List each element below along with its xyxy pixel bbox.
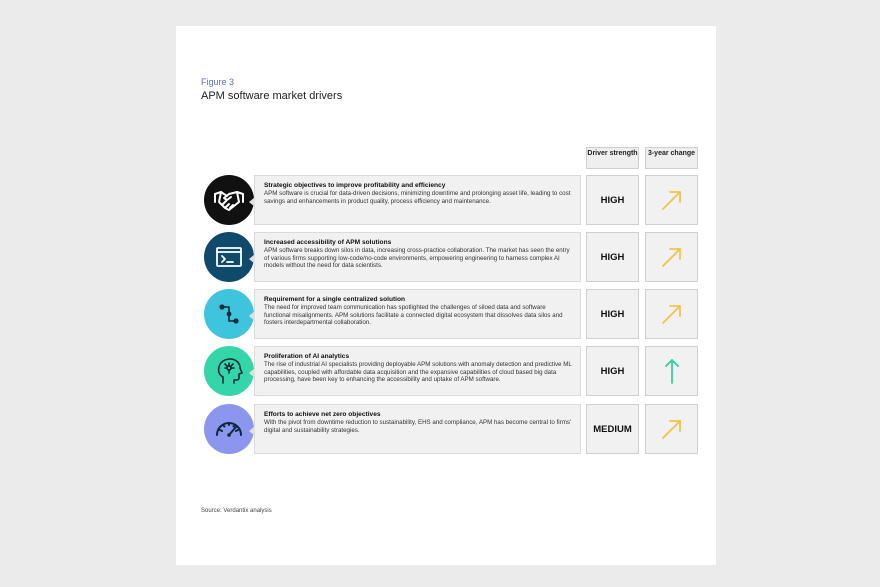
pointer-triangle	[249, 368, 255, 378]
pointer-triangle	[249, 197, 255, 207]
column-header-change: 3-year change	[645, 147, 698, 169]
pointer-triangle	[249, 311, 255, 321]
driver-text-box	[254, 175, 581, 225]
driver-description: APM software breaks down silos in data, increasing cross-practice collaboration. The market has seen the entry of various firms supporting low-code/no-code environments, empowering engineering to harness complex AI models without the need for data scientists.	[264, 247, 570, 270]
driver-title: Requirement for a single centralized solution	[264, 296, 406, 303]
driver-strength: HIGH	[586, 289, 639, 339]
driver-text-box	[254, 289, 581, 339]
figure-page	[176, 26, 716, 565]
driver-row	[204, 232, 700, 282]
driver-strength: HIGH	[586, 175, 639, 225]
driver-title: Increased accessibility of APM solutions	[264, 239, 392, 246]
driver-description: The rise of industrial AI specialists providing deployable APM solutions with anomaly detection and predictive ML capabilities, coupled with affordable data acquisition and the expansive capabilities of cloud based big data processing, have been key to enhancing the accessibility and uptake of APM software.	[264, 361, 572, 384]
column-header-strength: Driver strength	[586, 147, 639, 169]
gauge-icon	[204, 404, 254, 454]
driver-title: Proliferation of AI analytics	[264, 353, 350, 360]
driver-strength: HIGH	[586, 232, 639, 282]
driver-row	[204, 404, 700, 454]
source-note: Source: Verdantix analysis	[201, 508, 272, 514]
pointer-triangle	[249, 426, 255, 436]
driver-text-box	[254, 232, 581, 282]
arrow-up-icon	[645, 346, 698, 396]
driver-strength: MEDIUM	[586, 404, 639, 454]
arrow-up-right-icon	[645, 404, 698, 454]
driver-row	[204, 346, 700, 396]
ai-head-icon	[204, 346, 254, 396]
driver-text-box	[254, 404, 581, 454]
terminal-icon	[204, 232, 254, 282]
workflow-icon	[204, 289, 254, 339]
driver-row	[204, 175, 700, 225]
figure-title: APM software market drivers	[201, 90, 343, 102]
arrow-up-right-icon	[645, 289, 698, 339]
driver-title: Strategic objectives to improve profitability and efficiency	[264, 182, 446, 189]
driver-text-box	[254, 346, 581, 396]
handshake-icon	[204, 175, 254, 225]
driver-title: Efforts to achieve net zero objectives	[264, 411, 381, 418]
arrow-up-right-icon	[645, 175, 698, 225]
driver-row	[204, 289, 700, 339]
pointer-triangle	[249, 254, 255, 264]
arrow-up-right-icon	[645, 232, 698, 282]
figure-label: Figure 3	[201, 77, 235, 87]
driver-description: The need for improved team communication has spotlighted the challenges of siloed data and software functional misalignments. APM solutions facilitate a connected digital ecosystem that dissolves data silos and fosters interdepartmental collaboration.	[264, 304, 563, 327]
driver-strength: HIGH	[586, 346, 639, 396]
driver-description: With the pivot from downtime reduction to sustainability, EHS and compliance, APM has become central to firms' digital and sustainability strategies.	[264, 419, 572, 434]
driver-description: APM software is crucial for data-driven decisions, minimizing downtime and prolonging asset life, leading to cost savings and enhancements in product quality, process efficiency and maintenance.	[264, 190, 571, 205]
